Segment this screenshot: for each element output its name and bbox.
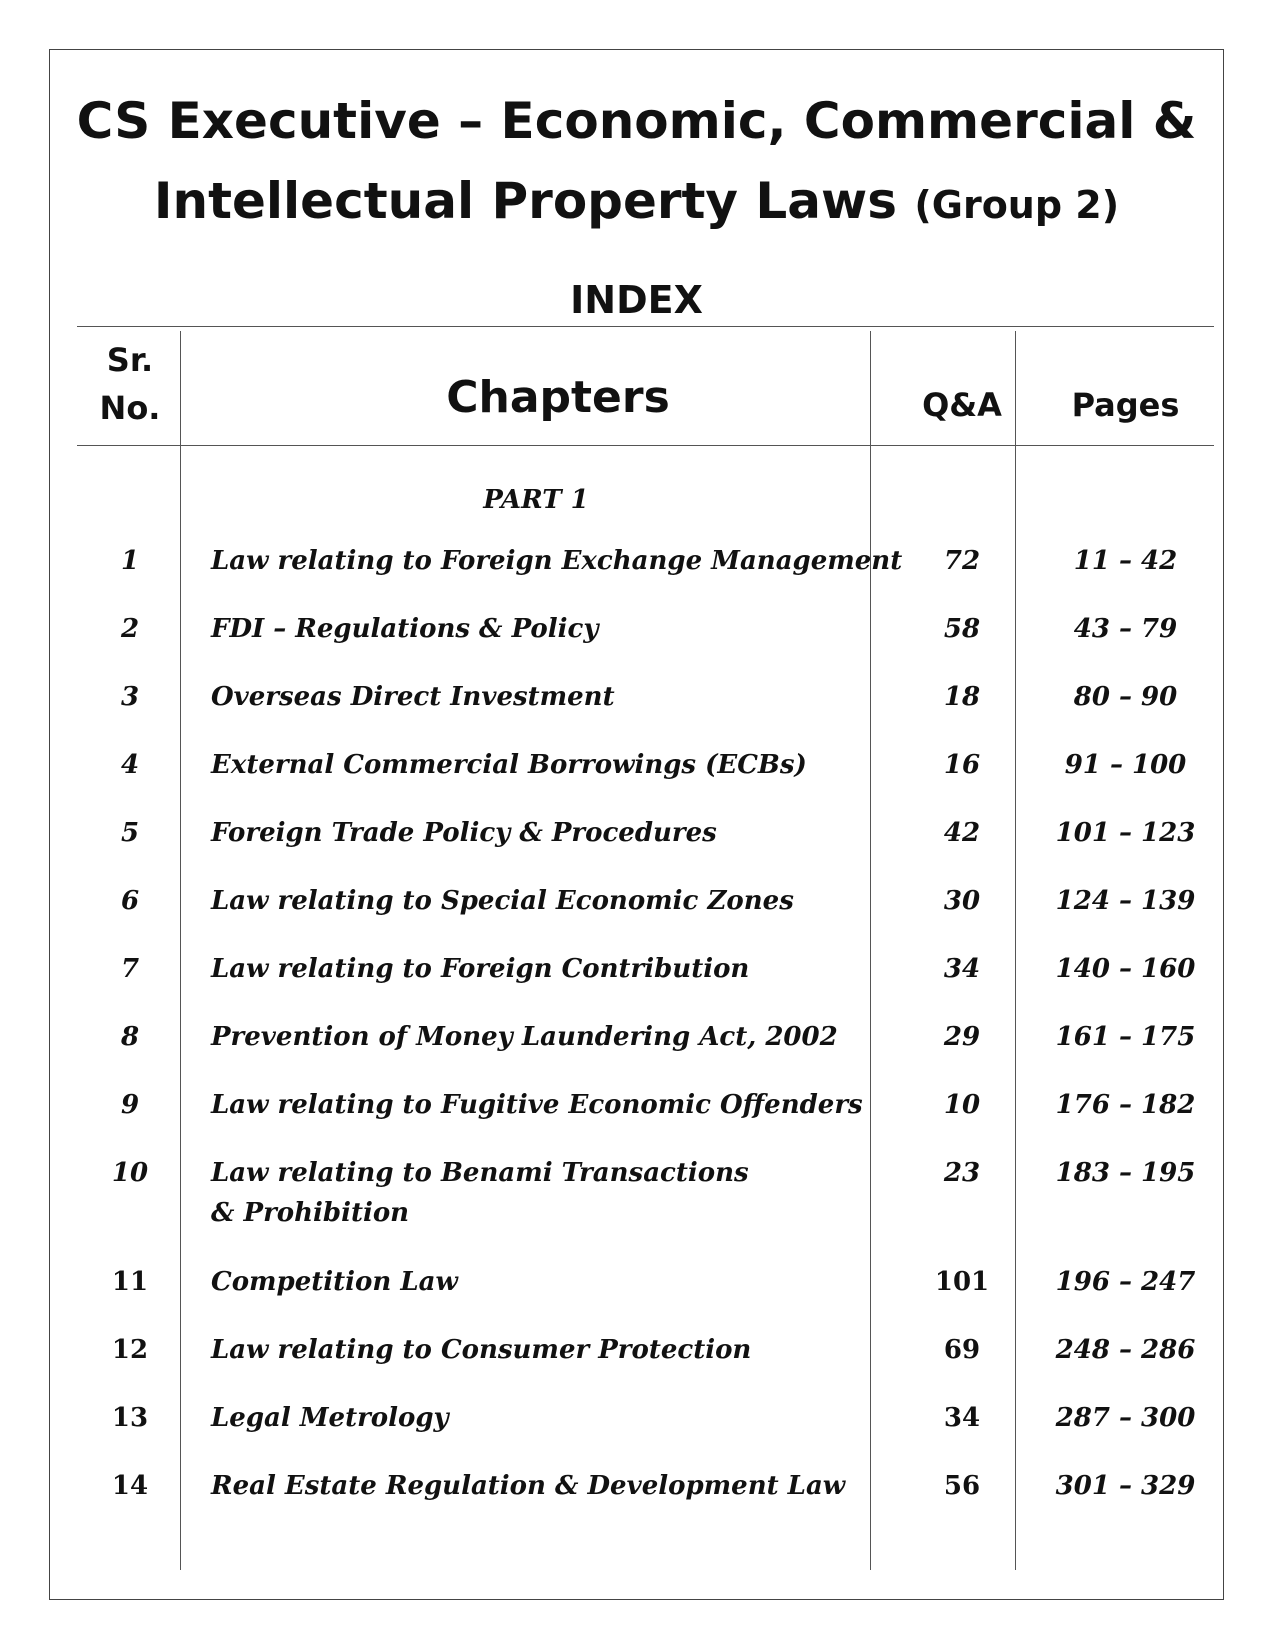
row-chapter: Real Estate Regulation & Development Law <box>211 1471 846 1501</box>
row-qa: 10 <box>943 1090 981 1120</box>
row-chapter: Overseas Direct Investment <box>211 682 615 712</box>
header-qa: Q&A <box>922 386 1002 424</box>
row-chapter: Competition Law <box>211 1267 458 1297</box>
row-chapter-line-1: Law relating to Benami Transactions <box>211 1158 749 1188</box>
table-row <box>77 949 1214 1009</box>
row-pages: 80 – 90 <box>1073 682 1178 712</box>
row-pages: 91 – 100 <box>1064 750 1187 780</box>
row-chapter: Law relating to Consumer Protection <box>211 1335 752 1365</box>
table-row <box>77 1398 1214 1458</box>
row-chapter: External Commercial Borrowings (ECBs) <box>211 750 807 780</box>
row-qa: 101 <box>934 1267 990 1297</box>
row-sr: 2 <box>120 614 140 644</box>
row-qa: 30 <box>943 886 981 916</box>
row-sr: 12 <box>111 1335 149 1365</box>
row-sr: 9 <box>120 1090 140 1120</box>
document-title-main: Intellectual Property Laws <box>153 172 897 230</box>
row-chapter: Prevention of Money Laundering Act, 2002 <box>211 1022 838 1052</box>
row-pages: 301 – 329 <box>1055 1471 1196 1501</box>
row-pages: 124 – 139 <box>1055 886 1196 916</box>
row-pages: 176 – 182 <box>1055 1090 1196 1120</box>
row-chapter: Foreign Trade Policy & Procedures <box>211 818 717 848</box>
row-qa: 23 <box>943 1158 981 1188</box>
row-qa: 16 <box>943 750 981 780</box>
row-qa: 69 <box>943 1335 981 1365</box>
row-qa: 58 <box>943 614 981 644</box>
part-label: PART 1 <box>483 485 589 515</box>
table-row <box>77 541 1214 601</box>
table-row <box>77 745 1214 805</box>
row-sr: 14 <box>111 1471 149 1501</box>
row-pages: 161 – 175 <box>1055 1022 1196 1052</box>
row-sr: 10 <box>111 1158 149 1188</box>
row-chapter: Legal Metrology <box>211 1403 449 1433</box>
row-qa: 18 <box>943 682 981 712</box>
row-qa: 72 <box>943 546 981 576</box>
table-row <box>77 1330 1214 1390</box>
row-sr: 6 <box>120 886 140 916</box>
row-sr: 7 <box>120 954 140 984</box>
row-pages: 183 – 195 <box>1055 1158 1196 1188</box>
row-sr: 5 <box>120 818 140 848</box>
row-pages: 140 – 160 <box>1055 954 1196 984</box>
header-pages: Pages <box>1071 386 1180 424</box>
table-row <box>77 1153 1214 1253</box>
row-pages: 248 – 286 <box>1055 1335 1196 1365</box>
row-qa: 34 <box>943 1403 981 1433</box>
table-row <box>77 813 1214 873</box>
header-sr-line-2: No. <box>99 389 161 427</box>
row-sr: 3 <box>120 682 140 712</box>
document-title-line-1: CS Executive – Economic, Commercial & <box>76 92 1197 150</box>
row-qa: 34 <box>943 954 981 984</box>
row-chapter-line-2: & Prohibition <box>211 1198 410 1228</box>
row-pages: 196 – 247 <box>1055 1267 1196 1297</box>
table-row <box>77 881 1214 941</box>
document-title-group: (Group 2) <box>914 183 1120 227</box>
row-pages: 101 – 123 <box>1055 818 1196 848</box>
table-header-rule <box>77 445 1214 446</box>
row-sr: 8 <box>120 1022 140 1052</box>
index-heading: INDEX <box>570 278 703 322</box>
row-chapter: Law relating to Foreign Contribution <box>211 954 750 984</box>
header-chapters: Chapters <box>446 372 670 423</box>
row-sr: 1 <box>120 546 140 576</box>
table-top-rule <box>77 326 1214 327</box>
table-row <box>77 677 1214 737</box>
row-qa: 56 <box>943 1471 981 1501</box>
row-qa: 29 <box>943 1022 981 1052</box>
table-row <box>77 1085 1214 1145</box>
table-row <box>77 1017 1214 1077</box>
table-row <box>77 609 1214 669</box>
header-sr-line-1: Sr. <box>106 341 154 379</box>
row-pages: 11 – 42 <box>1073 546 1178 576</box>
row-chapter: FDI – Regulations & Policy <box>211 614 599 644</box>
row-sr: 4 <box>120 750 140 780</box>
table-row <box>77 1262 1214 1322</box>
row-chapter: Law relating to Foreign Exchange Management <box>211 546 903 576</box>
header-sr-no <box>77 336 183 432</box>
row-pages: 287 – 300 <box>1055 1403 1196 1433</box>
table-row <box>77 1466 1214 1526</box>
row-pages: 43 – 79 <box>1073 614 1178 644</box>
row-sr: 11 <box>111 1267 149 1297</box>
row-sr: 13 <box>111 1403 149 1433</box>
row-chapter: Law relating to Fugitive Economic Offenders <box>211 1090 863 1120</box>
row-qa: 42 <box>943 818 981 848</box>
document-title-line-2 <box>49 172 1224 230</box>
row-chapter <box>211 1153 951 1233</box>
row-chapter: Law relating to Special Economic Zones <box>211 886 794 916</box>
